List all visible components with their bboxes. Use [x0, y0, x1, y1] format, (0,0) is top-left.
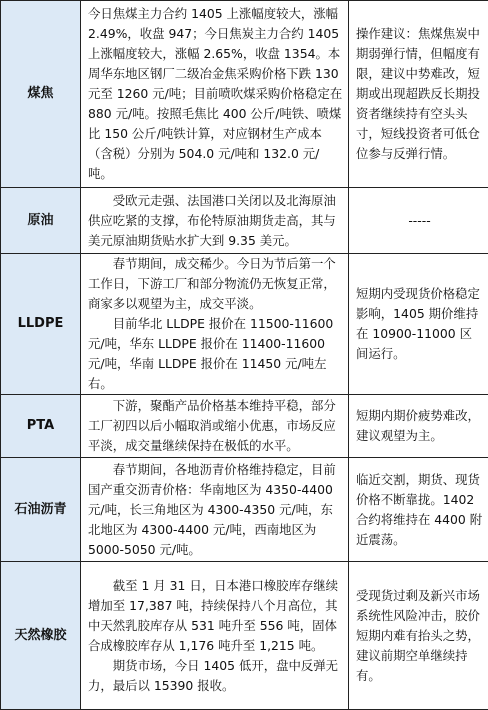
row-name: 天然橡胶 [1, 562, 81, 710]
operation-advice: 受现货过剩及新兴市场系统性风险冲击，胶价短期内难有抬头之势，建议前期空单继续持有。 [349, 562, 488, 710]
table-row-crude-oil [1, 188, 488, 254]
operation-advice: 临近交割，期货、现货价格不断靠拢。1402 合约将维持在 4400 附近震荡。 [349, 458, 488, 562]
row-name: 原油 [1, 188, 81, 254]
row-name: 石油沥青 [1, 458, 81, 562]
market-commentary [81, 458, 349, 562]
row-name: PTA [1, 395, 81, 458]
commentary-paragraph: 受欧元走强、法国港口关闭以及北海原油供应吃紧的支撑，布伦特原油期货走高，其与美元原油期货贴水扩大到 9.35 美元。 [88, 191, 343, 251]
table-row-natural-rubber [1, 562, 488, 710]
row-name: LLDPE [1, 254, 81, 395]
operation-advice: 操作建议：焦煤焦炭中期弱弹行情，但幅度有限，建议中势难改，短期或出现超跌反长期投资者继续持有空头头寸，短线投资者可低仓位参与反弹行情。 [349, 1, 488, 188]
market-commentary [81, 188, 349, 254]
commentary-paragraph: 截至 1 月 31 日，日本港口橡胶库存继续增加至 17,387 吨，持续保持八个月高位，其中天然乳胶库存从 531 吨升至 556 吨，固体合成橡胶库存从 1,176 吨升至 1,215 吨。 [88, 576, 343, 656]
operation-advice: 短期内受现货价格稳定影响，1405 期价维持在 10900-11000 区间运行。 [349, 254, 488, 395]
commentary-paragraph: 目前华北 LLDPE 报价在 11500-11600 元/吨，华东 LLDPE 报价在 11400-11600 元/吨，华南 LLDPE 报价在 11450 元/吨左右。 [88, 314, 343, 394]
table-row-pta [1, 395, 488, 458]
operation-advice: ----- [349, 188, 488, 254]
table-row-lldpe [1, 254, 488, 395]
commentary-paragraph: 春节期间，各地沥青价格维持稳定，目前国产重交沥青价格：华南地区为 4350-4400 元/吨，长三角地区为 4300-4350 元/吨，东北地区为 4300-4400 元/吨，西南地区为 5000-5050 元/吨。 [88, 460, 343, 560]
table-row-coal-coke [1, 1, 488, 188]
table-row-asphalt [1, 458, 488, 562]
market-commentary [81, 562, 349, 710]
market-commentary [81, 1, 349, 188]
market-commentary [81, 395, 349, 458]
row-name: 煤焦 [1, 1, 81, 188]
commentary-paragraph: 春节期间，成交稀少。今日为节后第一个工作日，下游工厂和部分物流仍无恢复正常，商家多以观望为主，成交平淡。 [88, 254, 343, 314]
commentary-paragraph: 今日焦煤主力合约 1405 上涨幅度较大，涨幅 2.49%，收盘 947；今日焦炭主力合约 1405 上涨幅度较大，涨幅 2.65%，收盘 1354。本周华东地区钢厂二级冶金焦采购价格下跌 130 元至 1260 元/吨；目前喷吹煤采购价格稳定在 880 元/吨。按照毛焦比 400 公斤/吨铁、喷煤比 150 公斤/吨铁计算，对应钢材生产成本（含税）分别为 504.0 元/吨和 132.0 元/吨。 [88, 4, 343, 184]
market-commentary [81, 254, 349, 395]
commentary-paragraph: 下游，聚酯产品价格基本维持平稳，部分工厂初四以后小幅取消或缩小优惠，市场反应平淡，成交量继续保持在极低的水平。 [88, 396, 343, 456]
operation-advice: 短期内期价疲势难改，建议观望为主。 [349, 395, 488, 458]
commentary-paragraph: 期货市场，今日 1405 低开，盘中反弹无力，最后以 15390 报收。 [88, 656, 343, 696]
